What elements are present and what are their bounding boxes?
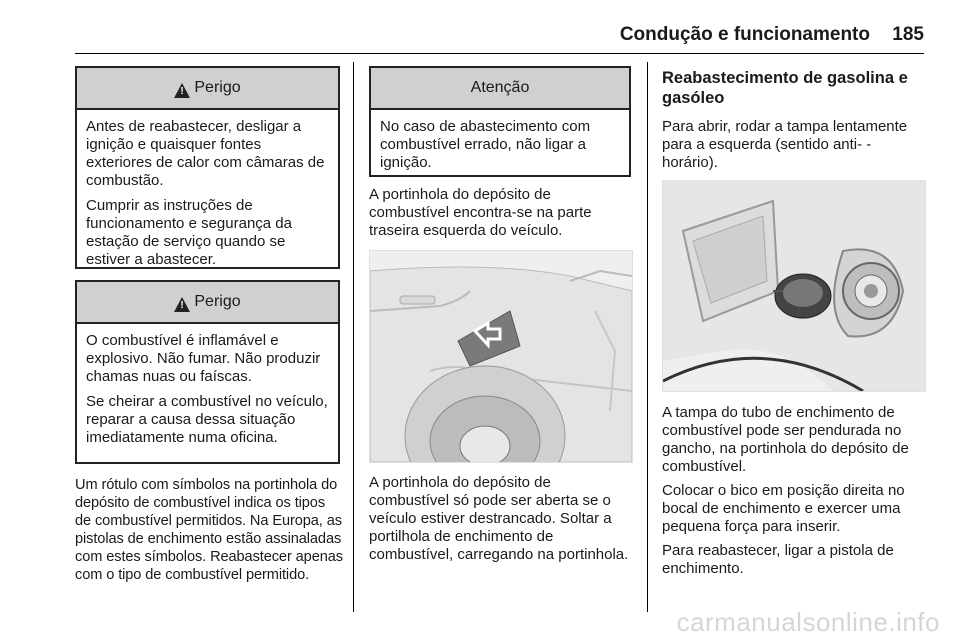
warning-triangle-icon	[174, 83, 190, 98]
column-divider-2	[647, 62, 648, 612]
fuel-cap-illustration	[663, 181, 925, 391]
danger-box-header	[77, 282, 338, 324]
page-number: 185	[892, 24, 924, 45]
fuel-label-paragraph: Um rótulo com símbolos na portinhola do depósito de combustível indica os tipos de combustível permitidos. Na Europa, as pistolas de enchimento estão assinaladas com estes símbolos. Reabastecer apenas com o tipo de combustível permitido.	[75, 477, 343, 583]
open-cap-paragraph: Para abrir, rodar a tampa lentamente para a esquerda (sentido anti- -horário).	[662, 118, 908, 171]
danger-box-body	[77, 110, 338, 280]
caution-box	[369, 66, 631, 177]
car-rear-illustration	[370, 251, 632, 462]
instructions-block	[662, 404, 927, 584]
nozzle-paragraph: Colocar o bico em posição direita no bocal de enchimento e exercer uma pequena força para inserir.	[662, 482, 905, 535]
filler-cap-illustration	[662, 180, 926, 392]
danger-paragraph: O combustível é inflamável e explosivo. Não fumar. Não produzir chamas nuas ou faíscas.	[86, 332, 321, 385]
section-title: Condução e funcionamento	[619, 24, 870, 45]
danger-box-title: Perigo	[194, 293, 241, 310]
fuel-door-illustration	[369, 250, 633, 463]
header-rule	[75, 53, 924, 54]
caution-box-title: Atenção	[470, 79, 530, 96]
danger-box-2	[75, 280, 340, 464]
fuel-door-location-paragraph: A portinhola do depósito de combustível encontra-se na parte traseira esquerda do veículo.	[369, 186, 592, 239]
danger-paragraph: Antes de reabastecer, desligar a ignição e quaisquer fontes exteriores de calor com câmaras de combustão.	[86, 118, 325, 189]
section-heading: Reabastecimento de gasolina e gasóleo	[662, 69, 908, 107]
danger-paragraph: Se cheirar a combustível no veículo, reparar a causa dessa situação imediatamente numa oficina.	[86, 393, 328, 446]
refuel-paragraph: Para reabastecer, ligar a pistola de enchimento.	[662, 542, 894, 577]
fuel-door-open-paragraph: A portinhola do depósito de combustível só pode ser aberta se o veículo estiver destrancado. Soltar a portilhola de enchimento de combustível, carregando na portinhola.	[369, 474, 629, 563]
danger-paragraph: Cumprir as instruções de funcionamento e segurança da estação de serviço quando se estiver a abastecer.	[86, 197, 292, 268]
danger-box-1	[75, 66, 340, 269]
caution-box-header	[371, 68, 629, 110]
column-divider-1	[353, 62, 354, 612]
danger-box-body	[77, 324, 338, 458]
page-header	[0, 0, 960, 60]
danger-box-title: Perigo	[194, 79, 241, 96]
warning-triangle-icon	[174, 297, 190, 312]
danger-box-header	[77, 68, 338, 110]
caution-box-body	[371, 110, 629, 183]
cap-hook-paragraph: A tampa do tubo de enchimento de combustível pode ser pendurada no gancho, na portinhola do depósito de combustível.	[662, 404, 909, 475]
watermark-logo: carmanualsonline.info	[676, 607, 940, 637]
caution-paragraph: No caso de abastecimento com combustível errado, não ligar a ignição.	[380, 118, 591, 171]
